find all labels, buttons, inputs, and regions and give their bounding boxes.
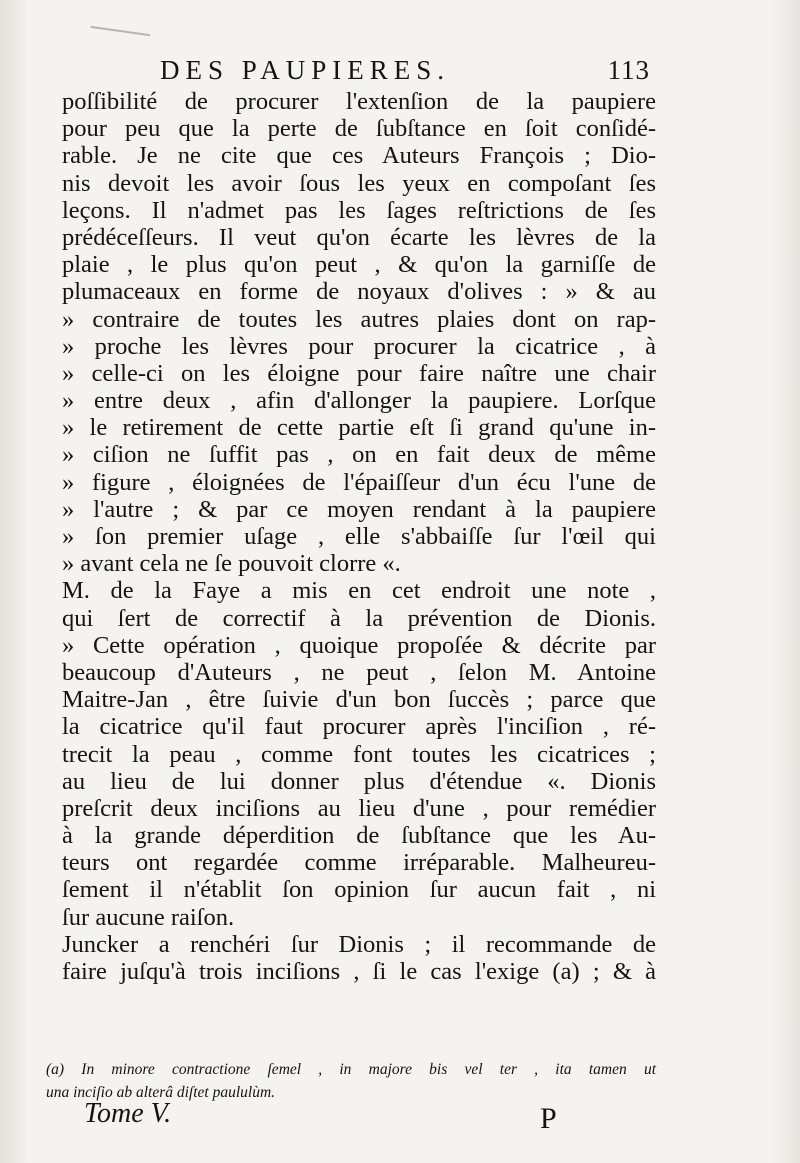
text-line: M. de la Faye a mis en cet endroit une note , — [62, 577, 656, 605]
text-line: preſcrit deux inciſions au lieu d'une , pour remédier — [62, 794, 656, 822]
text-line: qui ſert de correctif à la prévention de Dionis. — [62, 604, 656, 632]
text-line: ſement il n'établit ſon opinion ſur aucun fait , ni — [62, 876, 656, 904]
text-line: » avant cela ne ſe pouvoit clorre «. — [62, 550, 401, 578]
text-line: au lieu de lui donner plus d'étendue «. Dionis — [62, 767, 656, 795]
text-line: pour peu que la perte de ſubſtance en ſoit conſidé- — [62, 115, 656, 143]
text-line: » proche les lèvres pour procurer la cicatrice , à — [62, 332, 656, 360]
text-line: ſur aucune raiſon. — [62, 903, 235, 931]
text-line: » le retirement de cette partie eſt ſi grand qu'une in- — [62, 414, 656, 442]
text-line: » figure , éloignées de l'épaiſſeur d'un écu l'une de — [62, 468, 656, 496]
running-head-title: DES PAUPIERES. — [160, 55, 451, 85]
footnote-line: (a) In minore contractione ſemel , in majore bis vel ter , ita tamen ut — [46, 1061, 656, 1078]
text-line: » celle-ci on les éloigne pour faire naître une chair — [62, 359, 656, 387]
text-line: plaie , le plus qu'on peut , & qu'on la garniſſe de — [62, 251, 656, 279]
text-line: beaucoup d'Auteurs , ne peut , ſelon M. Antoine — [62, 658, 656, 686]
text-line: la cicatrice qu'il faut procurer après l'inciſion , ré- — [62, 713, 656, 741]
footnote-line: una inciſio ab alterâ diſtet paululùm. — [46, 1084, 276, 1101]
ink-mark — [90, 26, 151, 42]
volume-signature: Tome V. — [84, 1098, 172, 1129]
text-line: plumaceaux en forme de noyaux d'olives : » & au — [62, 278, 656, 306]
text-line: » ciſion ne ſuffit pas , on en fait deux de même — [62, 441, 656, 469]
text-line: Juncker a renchéri ſur Dionis ; il recommande de — [62, 930, 656, 958]
text-line: » l'autre ; & par ce moyen rendant à la paupiere — [62, 495, 656, 523]
text-line: trecit la peau , comme font toutes les cicatrices ; — [62, 740, 656, 768]
text-line: Maitre-Jan , être ſuivie d'un bon ſuccès ; parce que — [62, 686, 656, 714]
text-line: » ſon premier uſage , elle s'abbaiſſe ſur l'œil qui — [62, 523, 656, 550]
text-line: faire juſqu'à trois inciſions , ſi le cas l'exige (a) ; & à — [62, 958, 656, 985]
text-line: » entre deux , afin d'allonger la paupiere. Lorſque — [62, 387, 656, 415]
text-line: » contraire de toutes les autres plaies dont on rap- — [62, 305, 656, 333]
text-line: prédéceſſeurs. Il veut qu'on écarte les lèvres de la — [62, 223, 656, 251]
text-line: teurs ont regardée comme irréparable. Malheureu- — [62, 849, 656, 877]
text-line: poſſibilité de procurer l'extenſion de la paupiere — [62, 88, 656, 115]
page-number: 113 — [607, 55, 650, 85]
body-text — [62, 88, 656, 985]
text-line: à la grande déperdition de ſubſtance que les Au- — [62, 822, 656, 850]
text-line: leçons. Il n'admet pas les ſages reſtrictions de ſes — [62, 196, 656, 224]
text-line: nis devoit les avoir ſous les yeux en compoſant ſes — [62, 169, 656, 197]
text-line: » Cette opération , quoique propoſée & décrite par — [62, 631, 656, 659]
text-line: rable. Je ne cite que ces Auteurs François ; Dio- — [62, 142, 656, 170]
gathering-signature: P — [540, 1102, 557, 1135]
